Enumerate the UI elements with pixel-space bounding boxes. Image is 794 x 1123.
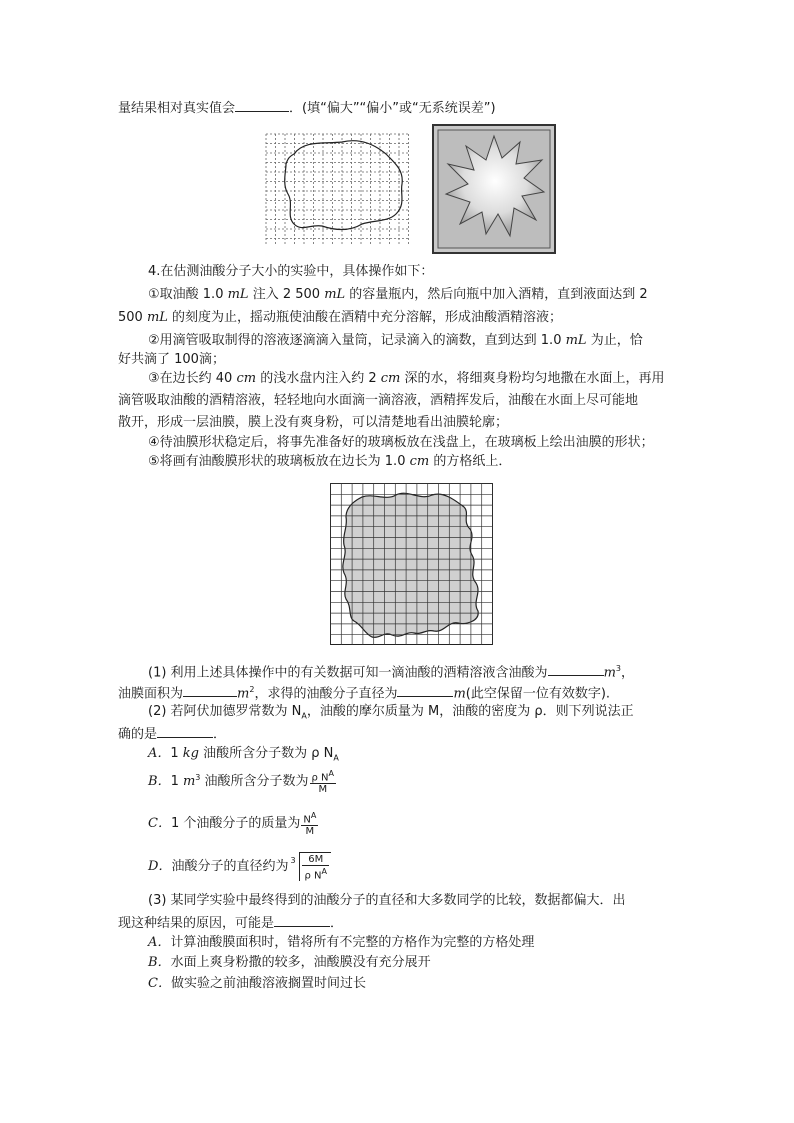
q4-step3-line3: 散开，形成一层油膜，膜上没有爽身粉，可以清楚地看出油膜轮廓； [118, 415, 509, 430]
sub1-line2: 油膜面积为 $m^2$，求得的油酸分子直径为 m(此空保留一位有效数字). [118, 685, 611, 702]
answer-blank-top[interactable] [235, 98, 289, 112]
fraction-rho-na-over-m: $\frac{\rho N^A}{M}$ [311, 769, 335, 796]
q4-step5: ⑤将画有油酸膜形状的玻璃板放在边长为 1.0 cm 的方格纸上． [148, 454, 512, 469]
sub2-option-c[interactable]: C．1 个油酸分子的质量为 $\frac{N^A}{M}$ [148, 811, 317, 838]
sub3-option-b[interactable]: B．水面上爽身粉撒的较多，油酸膜没有充分展开 [148, 955, 431, 970]
fraction-na-over-m: $\frac{N^A}{M}$ [303, 811, 317, 838]
q4-step2-line2: 好共滴了 100滴； [118, 352, 225, 367]
oil-film-photo-figure [432, 124, 556, 254]
answer-blank-oil-volume[interactable] [548, 662, 604, 676]
sub2-option-b[interactable]: B．1 $m^3$ 油酸所含分子数为 $\frac{\rho N^A}{M}$ [148, 769, 335, 796]
q4-step4: ④待油膜形状稳定后，将事先准备好的玻璃板放在浅盘上，在玻璃板上绘出油膜的形状； [148, 435, 654, 450]
q4-step1-line1: ①取油酸 1.0 mL 注入 2 500 mL 的容量瓶内，然后向瓶中加入酒精，直到液面达到 2 [148, 287, 648, 302]
q4-step3-line1: ③在边长约 40 cm 的浅水盘内注入约 2 cm 深的水，将细爽身粉均匀地撒在水面上，再用 [148, 371, 665, 386]
answer-blank-q3[interactable] [274, 913, 330, 927]
sub2-line2: 确的是 ． [118, 724, 226, 744]
answer-blank-film-area[interactable] [183, 683, 237, 697]
q4-step2-line1: ②用滴管吸取制得的溶液逐滴滴入量筒，记录滴入的滴数，直到达到 1.0 mL 为止，恰 [148, 333, 643, 348]
grid-oil-film-figure [330, 483, 493, 645]
sub3-option-a[interactable]: A．计算油酸膜面积时，错将所有不完整的方格作为完整的方格处理 [148, 935, 535, 950]
sub2-option-d[interactable]: D．油酸分子的直径约为 3 $\frac{6M}{\rho N^A}$ [148, 852, 331, 881]
top-line: 量结果相对真实值会 ．(填“偏大”“偏小”或“无系统误差”) [118, 98, 496, 118]
dashed-grid-outline-figure [264, 132, 410, 246]
sub3-line2: 现这种结果的原因，可能是 ． [118, 913, 343, 933]
answer-blank-q2[interactable] [157, 724, 213, 738]
sub1-line1: (1) 利用上述具体操作中的有关数据可知一滴油酸的酒精溶液含油酸为 $m^3$， [148, 664, 634, 681]
q4-step1-line2: 500 mL 的刻度为止，摇动瓶使油酸在酒精中充分溶解，形成油酸酒精溶液； [118, 310, 563, 325]
sub3-option-c[interactable]: C．做实验之前油酸溶液搁置时间过长 [148, 976, 366, 991]
q4-title: 4.在估测油酸分子大小的实验中，具体操作如下： [148, 264, 434, 279]
cube-root-expression: 3 $\frac{6M}{\rho N^A}$ [290, 852, 331, 881]
sub2-option-a[interactable]: A．1 kg 油酸所含分子数为 ρ $N_A$ [148, 746, 339, 763]
q4-step3-line2: 滴管吸取油酸的酒精溶液，轻轻地向水面滴一滴溶液，酒精挥发后，油酸在水面上尽可能地 [118, 393, 639, 408]
answer-blank-diameter[interactable] [397, 683, 453, 697]
sub2-line1: (2) 若阿伏加德罗常数为 $N_A$，油酸的摩尔质量为 M，油酸的密度为 ρ．则下列说法正 [148, 704, 634, 721]
sub3-line1: (3) 某同学实验中最终得到的油酸分子的直径和大多数同学的比较，数据都偏大．出 [148, 893, 626, 908]
